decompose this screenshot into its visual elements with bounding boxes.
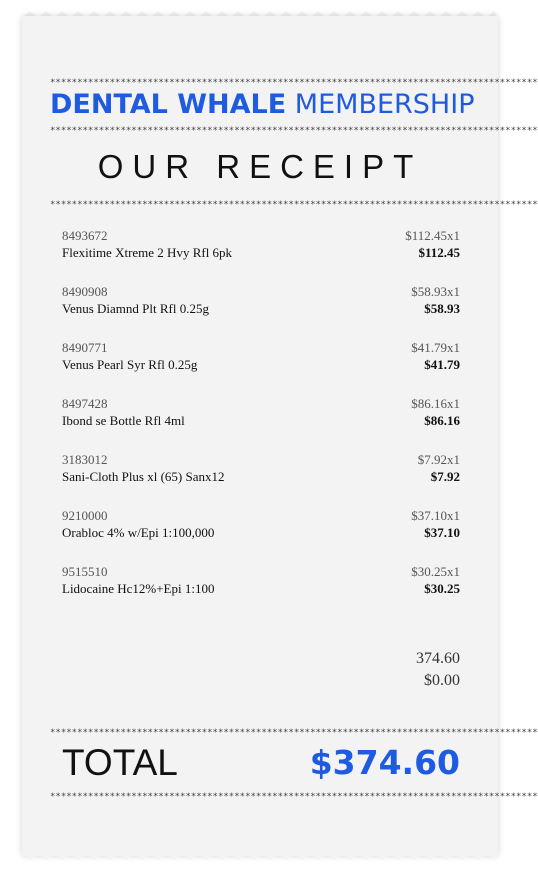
summary-block bbox=[416, 648, 460, 692]
brand-logo-text bbox=[50, 88, 475, 122]
receipt-torn-edge-bottom bbox=[22, 853, 498, 863]
divider-stars: ****************************************************************************************** bbox=[50, 200, 538, 210]
line-item bbox=[62, 396, 460, 452]
divider-stars: ****************************************************************************************** bbox=[50, 792, 538, 802]
item-sku: 8493672 bbox=[62, 228, 108, 243]
item-sku: 8497428 bbox=[62, 396, 108, 411]
line-item bbox=[62, 284, 460, 340]
line-item bbox=[62, 508, 460, 564]
item-line-total: $7.92 bbox=[430, 469, 460, 484]
item-line-total: $30.25 bbox=[424, 581, 460, 596]
divider-stars: ****************************************************************************************** bbox=[50, 126, 538, 136]
item-line-total: $112.45 bbox=[418, 245, 460, 260]
item-name: Lidocaine Hc12%+Epi 1:100 bbox=[62, 581, 215, 596]
item-line-total: $37.10 bbox=[424, 525, 460, 540]
line-item bbox=[62, 340, 460, 396]
divider-stars: ****************************************************************************************** bbox=[50, 78, 538, 88]
item-sku: 9210000 bbox=[62, 508, 108, 523]
total-label: TOTAL bbox=[62, 742, 178, 783]
item-unit-price: $7.92x1 bbox=[417, 452, 460, 467]
item-name: Ibond se Bottle Rfl 4ml bbox=[62, 413, 185, 428]
item-unit-price: $37.10x1 bbox=[411, 508, 460, 523]
item-sku: 8490908 bbox=[62, 284, 108, 299]
item-name: Sani-Cloth Plus xl (65) Sanx12 bbox=[62, 469, 225, 484]
discount-value: $0.00 bbox=[424, 672, 460, 689]
item-unit-price: $86.16x1 bbox=[411, 396, 460, 411]
item-sku: 3183012 bbox=[62, 452, 108, 467]
item-name: Venus Pearl Syr Rfl 0.25g bbox=[62, 357, 198, 372]
item-name: Flexitime Xtreme 2 Hvy Rfl 6pk bbox=[62, 245, 233, 260]
brand-membership: MEMBERSHIP bbox=[294, 89, 475, 120]
brand-name: DENTAL WHALE bbox=[50, 89, 287, 120]
item-line-total: $58.93 bbox=[424, 301, 460, 316]
item-sku: 8490771 bbox=[62, 340, 108, 355]
receipt-title: OUR RECEIPT bbox=[97, 148, 423, 185]
item-name: Venus Diamnd Plt Rfl 0.25g bbox=[62, 301, 209, 316]
item-line-total: $41.79 bbox=[424, 357, 460, 372]
item-unit-price: $112.45x1 bbox=[405, 228, 460, 243]
item-name: Orabloc 4% w/Epi 1:100,000 bbox=[62, 525, 215, 540]
item-sku: 9515510 bbox=[62, 564, 108, 579]
total-amount: $374.60 bbox=[309, 743, 460, 782]
line-item bbox=[62, 228, 460, 284]
subtotal-value: 374.60 bbox=[416, 650, 460, 667]
item-unit-price: $30.25x1 bbox=[411, 564, 460, 579]
line-item bbox=[62, 452, 460, 508]
divider-stars: ****************************************************************************************** bbox=[50, 728, 538, 738]
item-unit-price: $41.79x1 bbox=[411, 340, 460, 355]
item-line-total: $86.16 bbox=[424, 413, 460, 428]
item-unit-price: $58.93x1 bbox=[411, 284, 460, 299]
line-items-list bbox=[62, 228, 460, 620]
line-item bbox=[62, 564, 460, 620]
